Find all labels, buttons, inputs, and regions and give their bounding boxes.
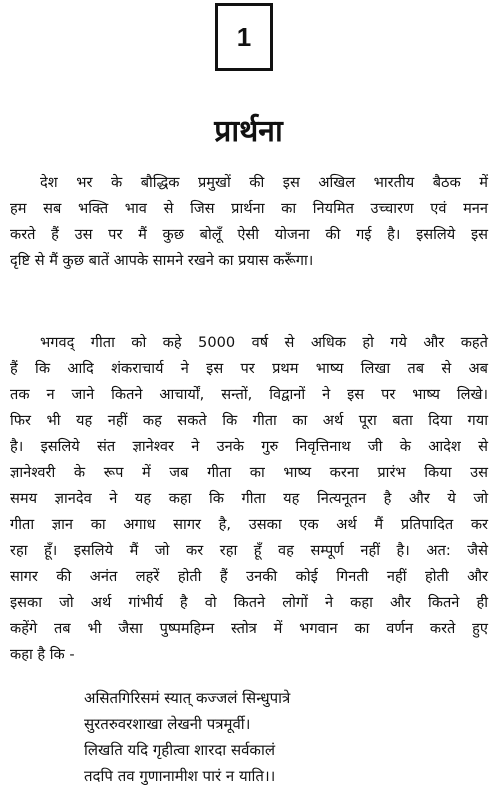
paragraph-line: ज्ञानेश्वरी के रूप में जब गीता का भाष्य करना प्रारंभ किया उस bbox=[10, 464, 488, 481]
paragraph-line: हम सब भक्ति भाव से जिस प्रार्थना का नियमित उच्चारण एवं मनन bbox=[10, 200, 488, 217]
verse-line: तदपि तव गुणानामीश पारं न याति।। bbox=[84, 767, 276, 785]
sanskrit-verse bbox=[84, 685, 424, 789]
paragraph-line: है। इसलिये संत ज्ञानेश्वर ने उनके गुरु निवृत्तिनाथ जी के आदेश से bbox=[10, 438, 488, 455]
chapter-number: 1 bbox=[236, 21, 252, 52]
page-title: प्रार्थना bbox=[214, 114, 283, 149]
paragraph-line: रहा हूँ। इसलिये मैं जो कर रहा हूँ वह सम्पूर्ण नहीं है। अत: जैसे bbox=[10, 542, 488, 559]
paragraph-2 bbox=[10, 330, 488, 668]
verse-line: असितगिरिसमं स्यात् कज्जलं सिन्धुपात्रे bbox=[84, 689, 291, 707]
verse-line: सुरतरुवरशाखा लेखनी पत्रमूर्वी। bbox=[84, 715, 251, 733]
paragraph-line: हैं कि आदि शंकराचार्य ने इस पर प्रथम भाष्य लिखा तब से अब bbox=[10, 360, 488, 377]
paragraph-line: देश भर के बौद्धिक प्रमुखों की इस अखिल भारतीय बैठक में bbox=[40, 174, 488, 191]
paragraph-1 bbox=[10, 170, 488, 274]
paragraph-line: भगवद् गीता को कहे 5000 वर्ष से अधिक हो गये और कहते bbox=[40, 334, 488, 351]
paragraph-line: सागर की अनंत लहरें होती हैं उनकी कोई गिनती नहीं होती और bbox=[10, 568, 488, 585]
verse-line: लिखति यदि गृहीत्वा शारदा सर्वकालं bbox=[84, 741, 276, 759]
paragraph-line: कहेंगे तब भी जैसा पुष्पमहिम्न स्तोत्र में भगवान का वर्णन करते हुए bbox=[10, 620, 488, 637]
paragraph-line: दृष्टि से मैं कुछ बातें आपके सामने रखने का प्रयास करूँगा। bbox=[10, 252, 314, 269]
paragraph-line: करते हैं उस पर मैं कुछ बोलूँ ऐसी योजना की गई है। इसलिये इस bbox=[10, 226, 488, 243]
paragraph-line: कहा है कि - bbox=[10, 646, 75, 663]
paragraph-line: फिर भी यह नहीं कह सकते कि गीता का अर्थ पूरा बता दिया गया bbox=[10, 412, 488, 429]
paragraph-line: इसका जो अर्थ गांभीर्य है वो कितने लोगों ने कहा और कितने ही bbox=[10, 594, 488, 611]
paragraph-line: तक न जाने कितने आचार्यों, सन्तों, विद्वानों ने इस पर भाष्य लिखे। bbox=[10, 386, 488, 403]
chapter-number-box bbox=[215, 3, 273, 71]
paragraph-line: समय ज्ञानदेव ने यह कहा कि गीता यह नित्यनूतन है और ये जो bbox=[10, 490, 488, 507]
paragraph-line: गीता ज्ञान का अगाध सागर है, उसका एक अर्थ मैं प्रतिपादित कर bbox=[10, 516, 488, 533]
